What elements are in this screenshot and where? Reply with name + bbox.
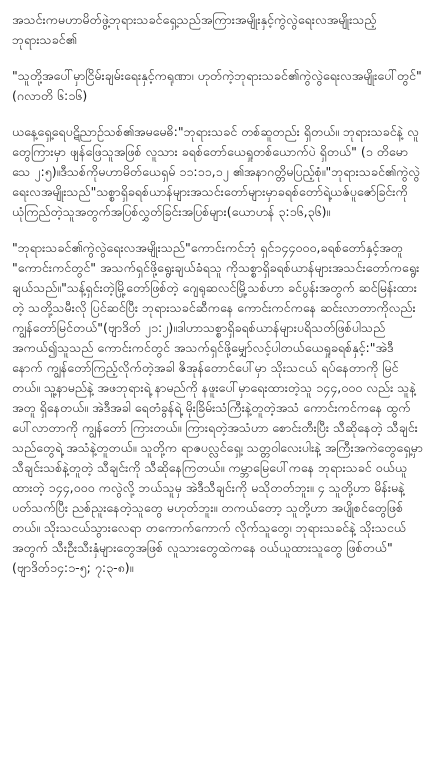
quote-block xyxy=(12,66,423,106)
body-paragraph-1: ယနေ့ရှေ့ရေပဋိညာဉ်သစ်၏အမမေဓိ:"ဘုရားသခင် တစ်ဆူတည်း ရှိတယ်။ ဘုရားသခင်နဲ့ လူတွေကြားမှာ ဖျန်ဖြေသူအဖြစ် လူသား ခရစ်တော်ယေရှုတစ်ယောက်ပဲ ရှိတယ်" (၁ တိမောသေ ၂:၅)။ဒီသစ်ကိုမဟာမိတ်ယေရှမ် ၁၁:၁၁,၁၂ ၏အနာဂတ္တိမပြည့်စုံ။"ဘုရားသခင်၏ကွဲလွဲရေးလအမျိုးသည်"သစ္စာရှိခရစ်ယာန်များအသင်းတော်များမှာခရစ်တော်ရဲ့ယဇ်ပူဇော်ခြင်းကိုယုံကြည်တဲ့သူအတွက်အပြစ်လွှတ်ခြင်းအပြစ်များ(ယောဟန် ၃:၁၆,၃၆)။ xyxy=(12,124,420,219)
document-heading: အသင်းကမဟာမိတ်ဖွဲ့ဘုရားသခင်ရှေ့သည်အကြားအမျိုးနှင့်ကွဲလွဲရေးလအမျိုးသည့်ဘုရားသခင်၏ xyxy=(12,12,377,47)
quote-reference: (ဂလာတိ ၆:၁၆) xyxy=(12,88,88,103)
quote-text: "သူတို့အပေါ်မှာငြိမ်းချမ်းရေးနှင့်ကရုဏာ၊ ဟုတ်ကဲ့ဘုရားသခင်၏ကွဲလွဲရေးလအမျိုးပေါ်တွင်" xyxy=(12,68,422,83)
body-paragraph-2: "ဘုရားသခင်၏ကွဲလွဲရေးလအမျိုးသည်"ကောင်းကင်ဘုံ ရှင်၁၄၄၀၀၀,ခရစ်တော်နှင့်အတူ "ကောင်းကင်တွင်" အသက်ရှင်ဖို့ရွေးချယ်ခံရသူ ကိုသစ္စာရှိခရစ်ယာန်များအသင်းတော်ကရွေးချယ်သည်။"သန့်ရှင်းတဲ့မြို့တော်ဖြစ်တဲ့ ဂျေရုဆလင်မြို့သစ်ဟာ ခင်ပွန်းအတွက် ဆင်မြန်းထားတဲ့ သတို့သမီးလို ပြင်ဆင်ပြီး ဘုရားသခင်ဆီကနေ ကောင်းကင်ကနေ ဆင်းလာတာကိုလည်း ကျွန်တော်မြင်တယ်"(ဗျာဒိတ် ၂၁:၂)။ဒါဟာသစ္စာရှိခရစ်ယာန်များပရိသတ်ဖြစ်ပါသည်အကယ်၍သူသည် ကောင်းကင်တွင် အသက်ရှင်ဖို့မျှော်လင့်ပါတယ်ယေရှုခရစ်နှင့်:"အဲဒီနောက် ကျွန်တော်ကြည့်လိုက်တဲ့အခါ ဇိအုန်တောင်ပေါ်မှာ သိုးသငယ် ရပ်နေတာကို မြင်တယ်။ သူ့နာမည်နဲ့ အဖဘုရားရဲ့ နာမည်ကို နဖူးပေါ်မှာရေးထားတဲ့သူ ၁၄၄,၀၀၀ လည်း သူနဲ့အတူ ရှိနေတယ်။ အဲဒီအခါ ရေတံခွန်ရဲ့ မိုးခြိမ်းသံကြီးနဲ့တူတဲ့အသံ ကောင်းကင်ကနေ ထွက်ပေါ်လာတာကို ကျွန်တော် ကြားတယ်။ ကြားရတဲ့အသံဟာ စောင်းတီးပြီး သီဆိုနေတဲ့ သီချင်းသည်တွေရဲ့ အသံနဲ့တူတယ်။ သူတို့က ရာဇပလ္လင်ရှေ့၊ သတ္တဝါလေးပါးနဲ့ အကြီးအကဲတွေရှေ့မှာ သီချင်းသစ်နဲ့တူတဲ့ သီချင်းကို သီဆိုနေကြတယ်။ ကမ္ဘာမြေပေါ်ကနေ ဘုရားသခင် ဝယ်ယူထားတဲ့ ၁၄၄,၀၀၀ ကလွဲလို့ ဘယ်သူမှ အဲဒီသီချင်းကို မသိုတတ်ဘူး။ ၄ သူတို့ဟာ မိန်းမနဲ့ပတ်သက်ပြီး ညစ်ညူးနေတဲ့သူတွေ မဟုတ်ဘူး။ တကယ်တော့ သူတို့ဟာ အပျိုစင်တွေဖြစ်တယ်။ သိုးသငယ်သွားလေရာ တကောက်ကောက် လိုက်သူတွေ၊ ဘုရားသခင်နဲ့ သိုးသငယ်အတွက် သီးဦးသီးနှံများတွေအဖြစ် လူသားတွေထဲကနေ ဝယ်ယူထားသူတွေ ဖြစ်တယ်" (ဗျာဒိတ်၁၄:၁-၅; ၇:၃-၈)။ xyxy=(12,240,423,575)
